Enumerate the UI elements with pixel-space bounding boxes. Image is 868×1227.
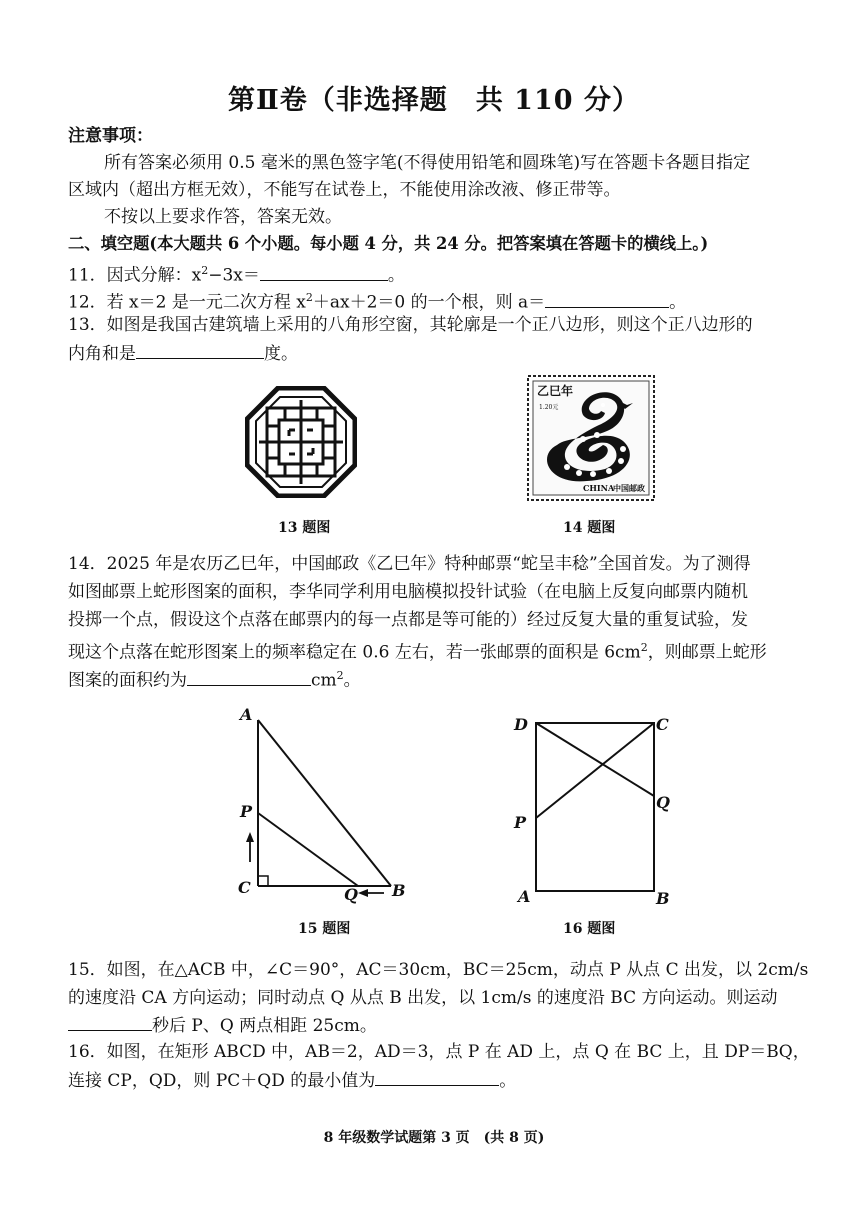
q12-text: 12．若 x＝2 是一元二次方程 x <box>68 292 306 313</box>
question-15-line-1: 15．如图，在△ACB 中，∠C＝90°，AC＝30cm，BC＝25cm，动点 P 从点 C 出发，以 2cm/s <box>68 960 809 980</box>
q15-answer-blank <box>68 1012 152 1031</box>
question-13-line-2 <box>68 340 298 366</box>
fig15-label-B: B <box>392 881 406 900</box>
q11-text-mid: −3x＝ <box>208 265 260 286</box>
q14-text-c: 。 <box>343 670 361 691</box>
q13-text: 内角和是 <box>68 344 136 364</box>
question-14-line-1: 14．2025 年是农历乙巳年，中国邮政《乙巳年》特种邮票“蛇呈丰稔”全国首发。为了测得 <box>68 554 751 574</box>
q13-text-end: 度。 <box>264 344 298 364</box>
fig16-label-D: D <box>514 715 528 734</box>
question-14-line-3: 投掷一个点，假设这个点落在邮票内的每一点都是等可能的）经过反复大量的重复试验，发 <box>68 610 748 630</box>
q14-text: 现这个点落在蛇形图案上的频率稳定在 0.6 左右，若一张邮票的面积是 6cm <box>68 642 641 663</box>
page-footer: 8 年级数学试题第 3 页 (共 8 页) <box>323 1130 545 1146</box>
q12-answer-blank <box>545 289 669 308</box>
fig16-label-C: C <box>656 715 669 734</box>
question-12 <box>68 286 686 315</box>
q11-sup: 2 <box>201 264 209 277</box>
q11-answer-blank <box>260 262 388 281</box>
fig16-caption: 16 题图 <box>563 921 616 937</box>
q12-text-mid: ＋ax＋2＝0 的一个根，则 a＝ <box>312 292 546 313</box>
question-13-line-1: 13．如图是我国古建筑墙上采用的八角形空窗，其轮廓是一个正八边形，则这个正八边形的 <box>68 315 753 335</box>
stamp-corner-text: 乙巳年 <box>537 384 574 398</box>
page-title: 第Ⅱ卷（非选择题 共 110 分） <box>228 85 640 116</box>
fig15-label-C: C <box>238 878 251 897</box>
q13-answer-blank <box>136 340 264 359</box>
q16-answer-blank <box>375 1067 499 1086</box>
question-14-line-2: 如图邮票上蛇形图案的面积，李华同学利用电脑模拟投针试验（在电脑上反复向邮票内随机 <box>68 582 748 602</box>
fig13-caption: 13 题图 <box>278 520 331 536</box>
octagon-window-figure <box>245 386 357 498</box>
q12-text-end: 。 <box>669 292 687 313</box>
notice-line-2: 区域内（超出方框无效），不能写在试卷上，不能使用涂改液、修正带等。 <box>68 180 621 200</box>
question-14-line-4 <box>68 636 767 665</box>
fig15-caption: 15 题图 <box>298 921 351 937</box>
question-16-line-1: 16．如图，在矩形 ABCD 中，AB＝2，AD＝3，点 P 在 AD 上，点 Q 在 BC 上，且 DP＝BQ， <box>68 1042 810 1062</box>
q11-text-end: 。 <box>387 265 405 286</box>
rectangle-figure <box>508 708 688 908</box>
question-16-line-2 <box>68 1067 516 1093</box>
snake-stamp-figure <box>527 375 655 501</box>
fig15-label-Q: Q <box>344 885 358 904</box>
fig16-label-B: B <box>656 889 670 908</box>
fig16-label-Q: Q <box>656 793 670 812</box>
question-11 <box>68 259 405 288</box>
stamp-denomination: 1.20元 <box>539 404 559 411</box>
q16-text-end: 。 <box>499 1071 517 1091</box>
q14-unit-sup: 2 <box>336 669 344 682</box>
q15-text-end: 秒后 P、Q 两点相距 25cm。 <box>152 1016 377 1036</box>
notice-heading: 注意事项： <box>68 126 153 146</box>
notice-line-1: 所有答案必须用 0.5 毫米的黑色签字笔(不得使用铅笔和圆珠笔)写在答题卡各题目指定 <box>104 153 751 173</box>
triangle-figure <box>228 700 418 910</box>
question-14-line-5 <box>68 664 361 693</box>
q12-sup: 2 <box>305 291 313 304</box>
q14-unit: cm <box>311 670 337 691</box>
question-15-line-2: 的速度沿 CA 方向运动；同时动点 Q 从点 B 出发，以 1cm/s 的速度沿 BC 方向运动。则运动 <box>68 988 778 1008</box>
stamp-post-text: 中国邮政 <box>613 483 645 493</box>
fig16-label-A: A <box>518 887 531 906</box>
q14-text-a: 图案的面积约为 <box>68 670 187 691</box>
q14-sup: 2 <box>640 641 648 654</box>
notice-line-3: 不按以上要求作答，答案无效。 <box>104 207 342 227</box>
section-heading: 二、填空题(本大题共 6 个小题。每小题 4 分，共 24 分。把答案填在答题卡的横线上。) <box>68 234 709 253</box>
question-15-line-3 <box>68 1012 377 1038</box>
fig15-label-P: P <box>240 802 253 821</box>
q14-text-end: ，则邮票上蛇形 <box>647 642 767 663</box>
q14-answer-blank <box>187 667 311 686</box>
q16-text: 连接 CP，QD，则 PC＋QD 的最小值为 <box>68 1071 376 1091</box>
fig15-label-A: A <box>240 705 253 724</box>
fig16-label-P: P <box>514 813 527 832</box>
stamp-brand: CHINA <box>583 483 615 493</box>
q11-text: 11．因式分解：x <box>68 265 202 286</box>
fig14-caption: 14 题图 <box>563 520 616 536</box>
